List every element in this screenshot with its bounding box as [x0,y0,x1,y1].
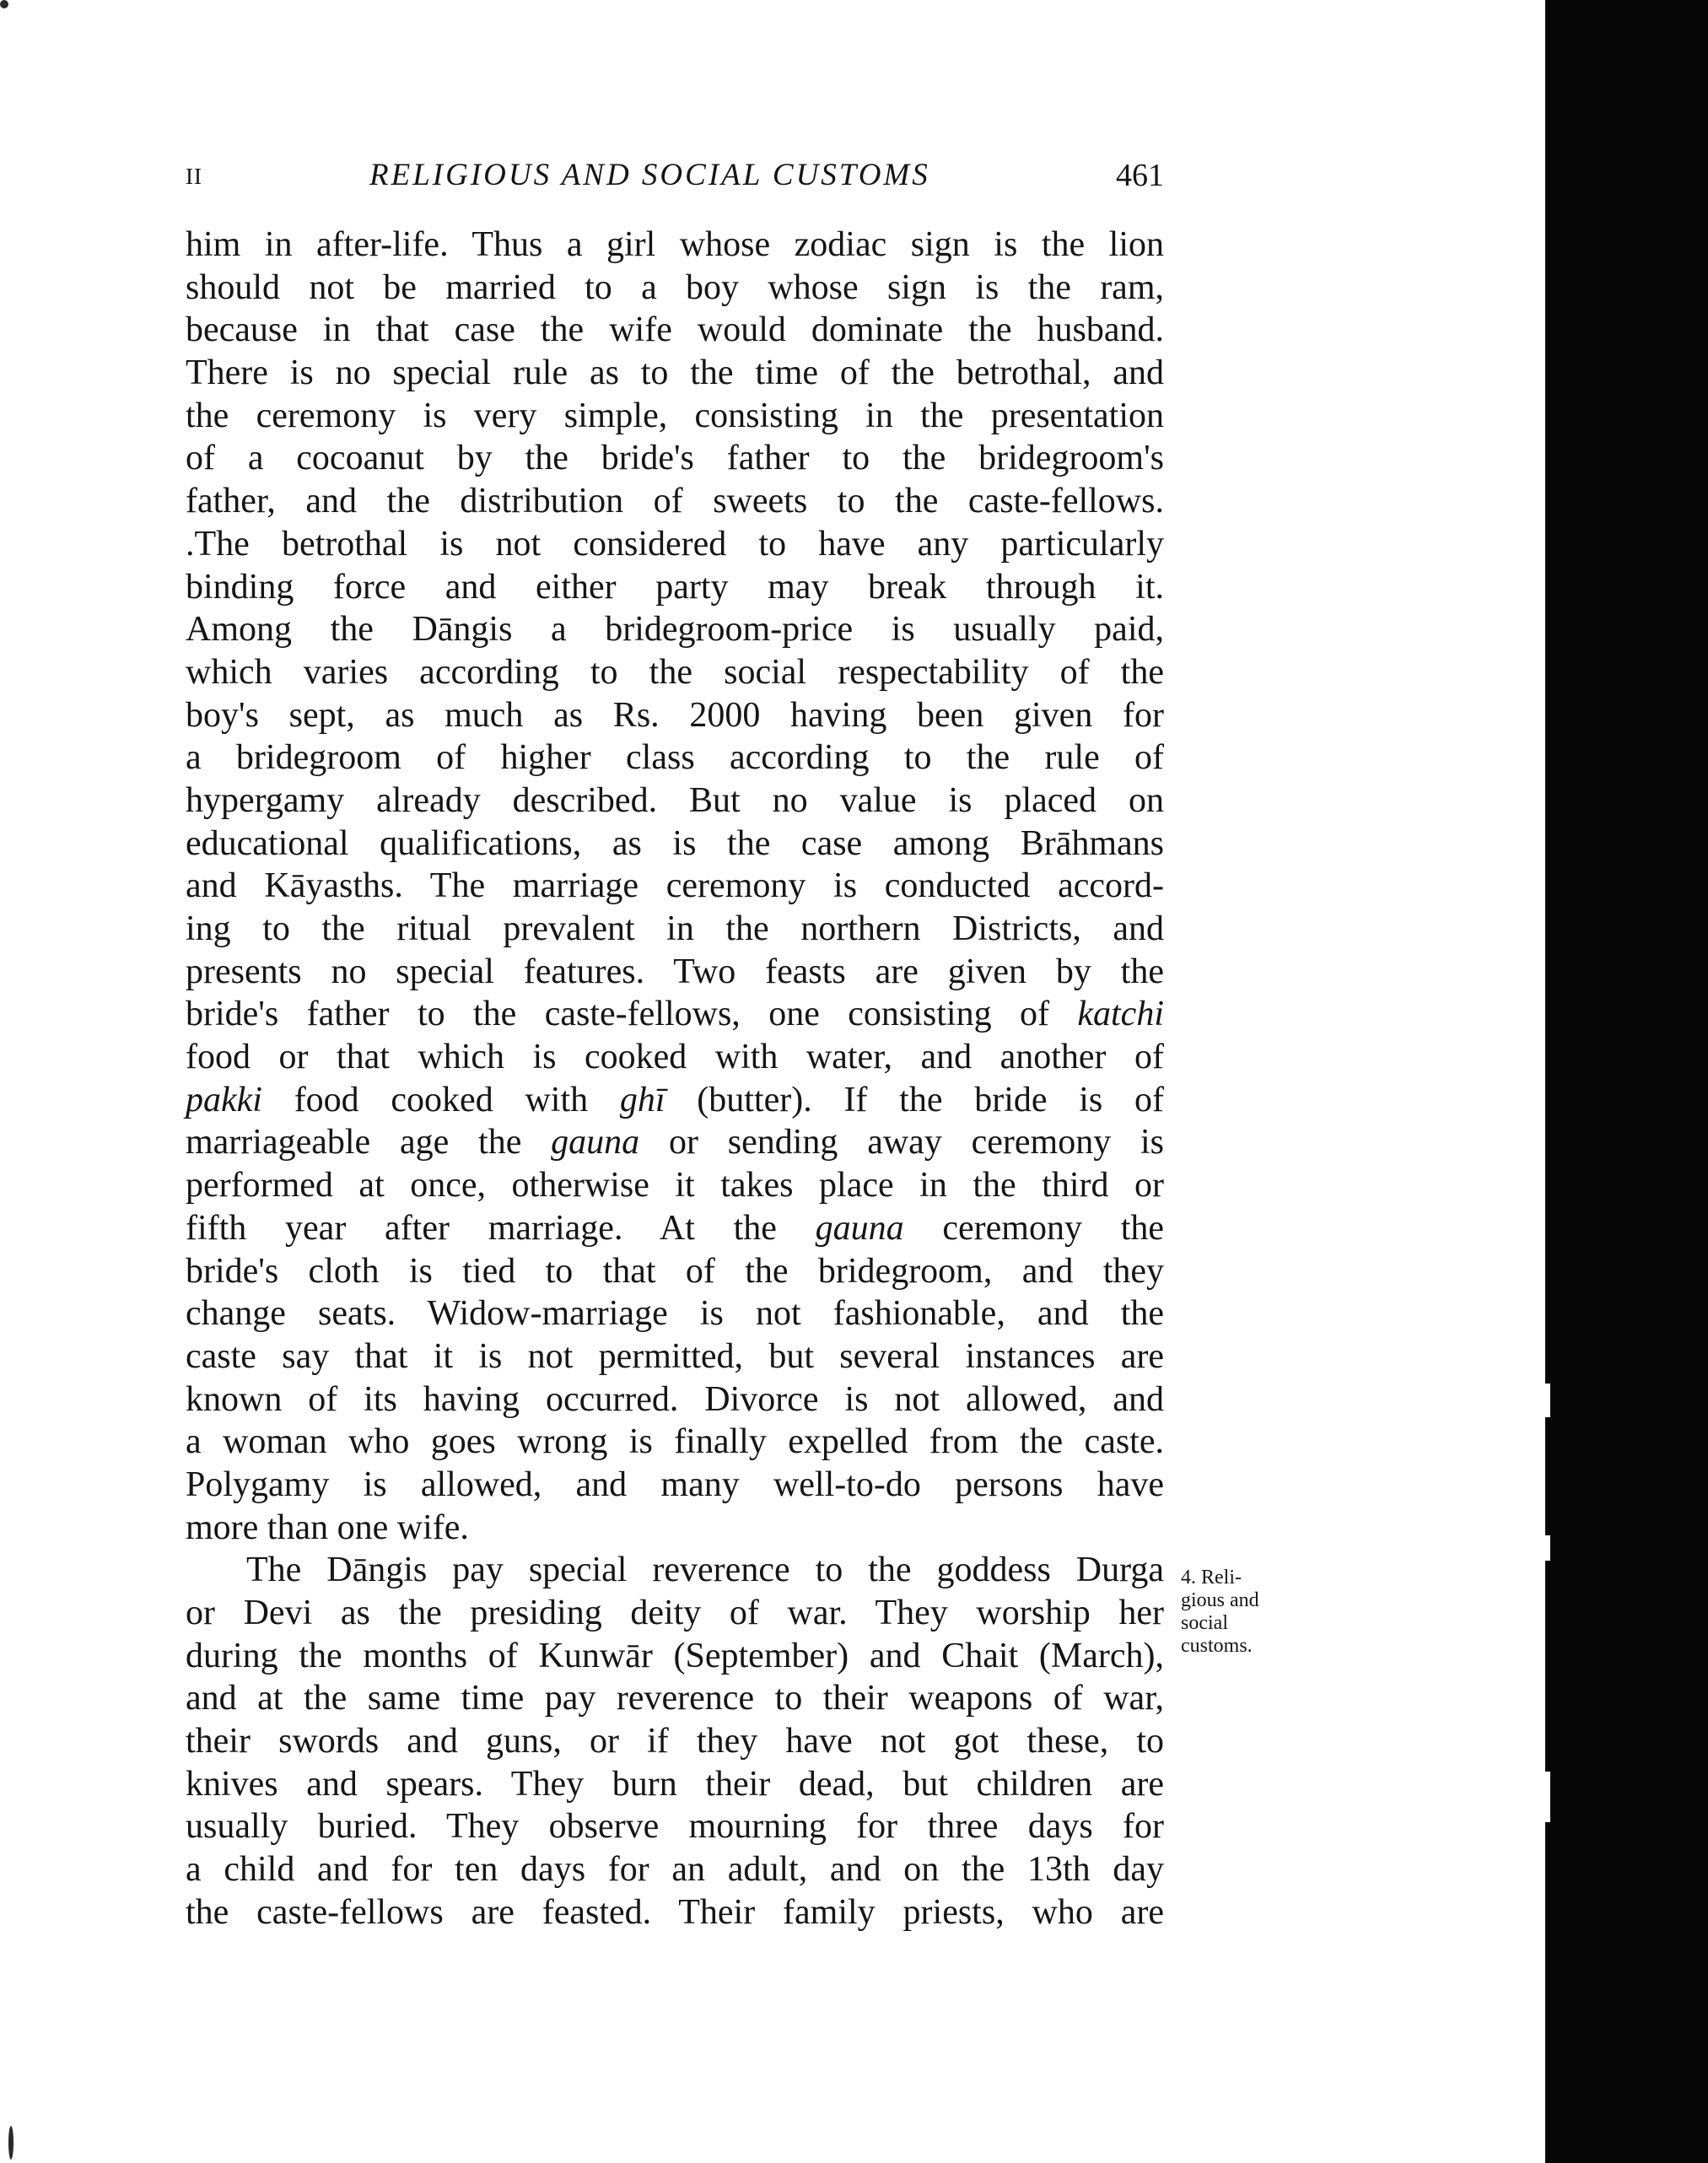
text-run: food cooked with [261,1080,620,1119]
text-line: during the months of Kunwār (September) and Chait (March), [186,1636,1164,1675]
text-run: ceremony the [903,1208,1164,1248]
text-block [186,224,1164,1934]
text-line: of a cocoanut by the bride's father to the bridegroom's [186,439,1164,478]
text-line: binding force and either party may break through it. [186,567,1164,607]
text-line: and at the same time pay reverence to their weapons of war, [186,1679,1164,1718]
text-line: presents no special features. Two feasts are given by the [186,952,1164,991]
text-line: should not be married to a boy whose sign is the ram, [186,267,1164,307]
text-line: There is no special rule as to the time of the betrothal, and [186,353,1164,393]
edge-notch [1545,1384,1550,1417]
text-line: hypergamy already described. But no value is placed on [186,780,1164,820]
text-run: (butter). If the bride is of [665,1080,1164,1119]
text-line: their swords and guns, or if they have not got these, to [186,1722,1164,1761]
text-line: caste say that it is not permitted, but several instances are [186,1336,1164,1376]
text-line: because in that case the wife would dominate the husband. [186,310,1164,350]
text-line [186,1207,1164,1250]
text-line: .The betrothal is not considered to have any particularly [186,524,1164,564]
text-line: Among the Dāngis a bridegroom-price is usually paid, [186,610,1164,650]
text-line: the ceremony is very simple, consisting in the presentation [186,396,1164,435]
running-head [186,157,1164,204]
margin-note-line: social [1181,1612,1228,1634]
text-line: the caste-fellows are feasted. Their family priests, who are [186,1892,1164,1932]
chapter-number: II [186,164,202,189]
text-line: or Devi as the presiding deity of war. They worship her [186,1594,1164,1632]
scan-speck [0,0,8,8]
text-line [186,1079,1164,1122]
text-line [186,1121,1164,1164]
text-line: more than one wife. [186,1508,469,1547]
text-line: father, and the distribution of sweets to the caste-fellows. [186,482,1164,521]
text-line: usually buried. They observe mourning for three days for [186,1807,1164,1847]
italic-term: gauna [815,1208,904,1248]
italic-term: pakki [186,1080,262,1119]
margin-note [1181,1567,1290,1658]
italic-term: katchi [1077,995,1164,1034]
italic-term: gauna [551,1123,640,1162]
running-title: RELIGIOUS AND SOCIAL CUSTOMS [369,158,930,192]
edge-notch [1545,1535,1550,1561]
scan-speck [8,2126,13,2160]
text-line: knives and spears. They burn their dead, but children are [186,1764,1164,1804]
text-run: fifth year after marriage. At the [186,1208,816,1248]
text-line: him in after-life. Thus a girl whose zodiac sign is the lion [186,225,1164,264]
margin-note-line: 4. Reli- [1181,1567,1242,1589]
paragraph-first-line: The Dāngis pay special reverence to the goddess Durga [246,1551,1164,1590]
text-line: bride's cloth is tied to that of the bridegroom, and they [186,1251,1164,1291]
text-run: or sending away ceremony is [639,1123,1164,1162]
edge-notch [1545,1772,1550,1822]
text-line: a child and for ten days for an adult, and on the 13th day [186,1850,1164,1890]
text-line: a bridegroom of higher class according to the rule of [186,738,1164,778]
text-line: Polygamy is allowed, and many well-to-do persons have [186,1464,1164,1504]
text-line: change seats. Widow-marriage is not fashionable, and the [186,1294,1164,1334]
text-line: ing to the ritual prevalent in the northern Districts, and [186,909,1164,948]
text-line: food or that which is cooked with water, and another of [186,1038,1164,1077]
text-line: known of its having occurred. Divorce is not allowed, and [186,1379,1164,1419]
text-line: educational qualifications, as is the case among Brāhmans [186,823,1164,863]
text-line: and Kāyasths. The marriage ceremony is conducted accord- [186,866,1164,906]
margin-note-line: gious and [1181,1589,1259,1611]
text-line: performed at once, otherwise it takes place in the third or [186,1166,1164,1206]
text-line: which varies according to the social respectability of the [186,652,1164,692]
text-line [186,993,1164,1036]
scan-edge [1545,0,1708,2163]
page-number: 461 [1116,158,1164,193]
text-line: a woman who goes wrong is finally expelled from the caste. [186,1422,1164,1462]
text-run: bride's father to the caste-fellows, one consisting of [186,995,1049,1034]
text-run: marriageable age the [186,1123,552,1162]
margin-note-line: customs. [1181,1635,1253,1657]
text-line: boy's sept, as much as Rs. 2000 having been given for [186,695,1164,735]
italic-term: ghī [619,1080,665,1119]
